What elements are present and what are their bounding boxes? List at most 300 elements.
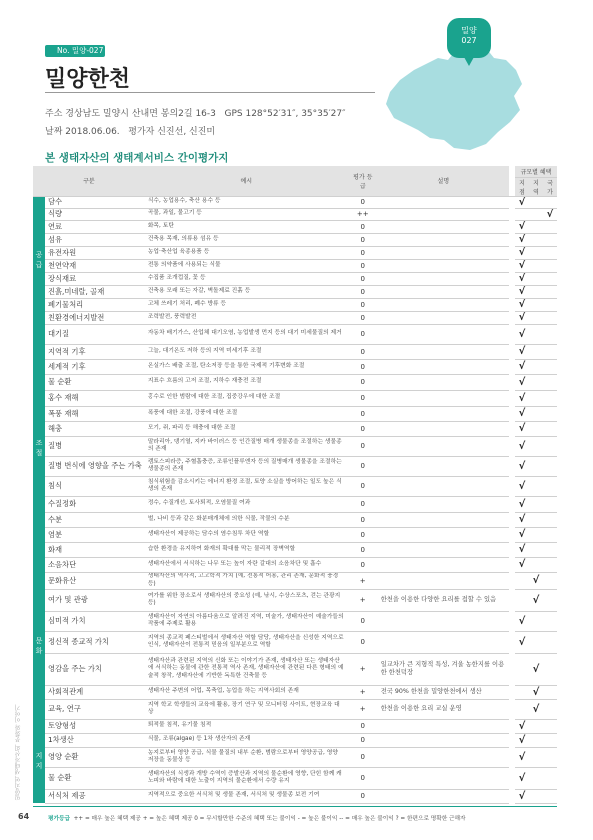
table-row <box>33 406 557 421</box>
check-nation <box>543 246 557 259</box>
header-local: 지점 <box>515 177 529 196</box>
check-nation <box>543 685 557 699</box>
service-example: 식수, 농업용수, 축산 용수 등 <box>145 196 348 208</box>
service-grade: 0 <box>348 259 378 272</box>
table-row <box>33 685 557 699</box>
service-name: 폭풍 재해 <box>45 406 145 421</box>
service-description <box>378 572 509 589</box>
service-example: 그늘, 대기온도 저하 등의 지역 미세기후 조절 <box>145 344 348 359</box>
table-row <box>33 476 557 496</box>
service-example: 식물, 조류(algae) 등 1차 생산자의 존재 <box>145 733 348 747</box>
pin-region: 밀양 <box>461 26 477 35</box>
service-example: 자동차 배기가스, 산업체 대기오염, 농업발생 먼지 등의 대기 미세물질의 제거 <box>145 324 348 344</box>
service-name: 물 순환 <box>45 767 145 789</box>
check-local: √ <box>515 719 529 733</box>
service-grade: 0 <box>348 220 378 233</box>
service-example: 지역적으로 중요한 서식처 및 생물 존재, 서식처 및 생물종 보전 기여 <box>145 789 348 803</box>
service-example: 생태자산과 관련된 지역의 신화 또는 이야기가 존재, 생태자산 또는 생태자산에 서식하는 동물에 관한 전통적 역사 존재, 생태자산에 관련된 다른 형태의 예술적 창작, 생태자산에 기반한 독특한 건축물 등 <box>145 653 348 685</box>
service-grade: 0 <box>348 719 378 733</box>
service-description: 한천을 이용한 다양한 요리를 접할 수 있음 <box>378 589 509 611</box>
check-local <box>515 589 529 611</box>
service-grade: + <box>348 685 378 699</box>
check-region <box>529 324 543 344</box>
service-grade: 0 <box>348 324 378 344</box>
check-local: √ <box>515 359 529 374</box>
header-description: 설명 <box>378 166 509 196</box>
check-region <box>529 496 543 512</box>
service-description: 전국 90% 한천을 밀양한천에서 생산 <box>378 685 509 699</box>
service-name: 교육, 연구 <box>45 699 145 719</box>
table-row <box>33 421 557 436</box>
service-example: 곡물, 과일, 물고기 등 <box>145 208 348 220</box>
header-nation: 국가 <box>543 177 557 196</box>
title-divider <box>45 92 375 93</box>
service-description <box>378 311 509 324</box>
table-row <box>33 272 557 285</box>
service-grade: 0 <box>348 557 378 572</box>
service-example: 정수, 수질개선, 토사퇴적, 오염물질 여과 <box>145 496 348 512</box>
service-name: 해충 <box>45 421 145 436</box>
check-local: √ <box>515 344 529 359</box>
check-nation <box>543 220 557 233</box>
asset-number-badge: No. 밀양-027 <box>45 45 105 57</box>
region-pin <box>447 18 491 58</box>
check-local: √ <box>515 298 529 311</box>
group-label: 문화 <box>33 572 45 719</box>
service-grade: 0 <box>348 767 378 789</box>
service-example: 농업·축산업 육종용품 등 <box>145 246 348 259</box>
check-local: √ <box>515 527 529 542</box>
service-grade: 0 <box>348 747 378 767</box>
service-grade: + <box>348 589 378 611</box>
service-example: 조력발전, 풍력발전 <box>145 311 348 324</box>
check-region <box>529 259 543 272</box>
service-example: 폭풍에 대한 조절, 강풍에 대한 조절 <box>145 406 348 421</box>
service-name: 수분 <box>45 512 145 527</box>
check-nation <box>543 456 557 476</box>
check-local: √ <box>515 220 529 233</box>
check-local: √ <box>515 631 529 653</box>
service-example: 생태자산의 식생과 개방 수역이 증발산과 지역의 물순환에 영향, 단힌 함께 캐노피와 바람에 대한 노출이 지역의 물순환에서 수량 유지 <box>145 767 348 789</box>
service-name: 여가 및 관광 <box>45 589 145 611</box>
header-example: 예시 <box>145 166 348 196</box>
check-nation <box>543 789 557 803</box>
table-row <box>33 311 557 324</box>
check-region <box>529 719 543 733</box>
service-description <box>378 542 509 557</box>
service-grade: ++ <box>348 208 378 220</box>
service-example: 퇴적물 침적, 유기물 침적 <box>145 719 348 733</box>
service-example: 농지로부터 영양 공급, 식물 물질의 내부 순환, 범람으로부터 영양공급, 영양 저장을 동물상 등 <box>145 747 348 767</box>
check-region <box>529 767 543 789</box>
service-name: 연료 <box>45 220 145 233</box>
service-description <box>378 344 509 359</box>
table-row <box>33 259 557 272</box>
service-name: 세계적 기후 <box>45 359 145 374</box>
service-description <box>378 324 509 344</box>
check-nation <box>543 719 557 733</box>
service-description <box>378 259 509 272</box>
check-nation <box>543 233 557 246</box>
table-row <box>33 374 557 390</box>
check-nation <box>543 733 557 747</box>
check-region <box>529 390 543 406</box>
service-example: 생태자산의 역사적, 고고학적 가치 (예, 전통적 어용, 관리 존재, 문화적 풍경 등) <box>145 572 348 589</box>
check-local: √ <box>515 390 529 406</box>
service-description: 일교차가 큰 지형적 특성, 겨울 농한지를 이용한 한천덕장 <box>378 653 509 685</box>
service-grade: 0 <box>348 285 378 298</box>
check-local <box>515 699 529 719</box>
service-example: 건축용 목재, 의류용 섬유 등 <box>145 233 348 246</box>
check-region <box>529 272 543 285</box>
check-local: √ <box>515 259 529 272</box>
check-region <box>529 527 543 542</box>
service-description <box>378 246 509 259</box>
check-region: √ <box>529 589 543 611</box>
service-grade: + <box>348 699 378 719</box>
check-region <box>529 542 543 557</box>
header-scope: 규모별 혜택 <box>515 166 557 177</box>
check-local: √ <box>515 233 529 246</box>
service-example: 지역의 종교적 페스티벌에서 생태자산 역할 담당, 생태자산을 신성한 지역으로 인식, 생태자산이 전통적 믿음의 일부분으로 역할 <box>145 631 348 653</box>
service-name: 홍수 재해 <box>45 390 145 406</box>
table-row <box>33 733 557 747</box>
table-row <box>33 344 557 359</box>
check-region <box>529 285 543 298</box>
service-example: 캠토스피라증, 주혈흡충증, 조류인플루엔자 등의 질병매개 생물종을 조절하는 생물종의 존재 <box>145 456 348 476</box>
address-value: 경상남도 밀양시 산내면 봉의2길 16-3 <box>65 109 216 119</box>
service-description <box>378 631 509 653</box>
service-grade: 0 <box>348 311 378 324</box>
service-grade: 0 <box>348 436 378 456</box>
check-local: √ <box>515 512 529 527</box>
service-description <box>378 406 509 421</box>
table-row <box>33 542 557 557</box>
service-grade: 0 <box>348 272 378 285</box>
check-local: √ <box>515 733 529 747</box>
legend-label: 평가등급 <box>48 816 70 822</box>
table-row <box>33 359 557 374</box>
table-row <box>33 527 557 542</box>
check-local: √ <box>515 272 529 285</box>
check-nation <box>543 421 557 436</box>
check-region <box>529 344 543 359</box>
gps-label: GPS <box>224 109 243 119</box>
service-description <box>378 208 509 220</box>
service-grade: 0 <box>348 196 378 208</box>
check-nation <box>543 699 557 719</box>
header-category: 구분 <box>33 166 145 196</box>
table-row <box>33 246 557 259</box>
table-header-row <box>33 166 557 177</box>
check-local: √ <box>515 789 529 803</box>
check-region <box>529 512 543 527</box>
service-name: 심미적 가치 <box>45 611 145 631</box>
check-local: √ <box>515 456 529 476</box>
check-nation <box>543 390 557 406</box>
service-name: 사회적관계 <box>45 685 145 699</box>
service-name: 질병 <box>45 436 145 456</box>
check-nation <box>543 631 557 653</box>
service-grade: 0 <box>348 233 378 246</box>
service-grade: 0 <box>348 789 378 803</box>
service-grade: + <box>348 572 378 589</box>
service-description <box>378 196 509 208</box>
date-label: 날짜 <box>45 127 63 137</box>
service-description <box>378 456 509 476</box>
service-name: 장식재료 <box>45 272 145 285</box>
evaluator-label: 평가자 <box>128 127 155 137</box>
table-row <box>33 456 557 476</box>
service-grade: 0 <box>348 246 378 259</box>
table-row <box>33 611 557 631</box>
check-region <box>529 436 543 456</box>
check-local: √ <box>515 767 529 789</box>
service-name: 서식처 제공 <box>45 789 145 803</box>
check-nation <box>543 196 557 208</box>
check-nation <box>543 344 557 359</box>
check-nation <box>543 436 557 456</box>
check-local: √ <box>515 374 529 390</box>
page-title: 밀양한천 <box>45 67 131 92</box>
check-region <box>529 733 543 747</box>
check-local: √ <box>515 311 529 324</box>
check-region <box>529 233 543 246</box>
table-row <box>33 747 557 767</box>
check-local: √ <box>515 196 529 208</box>
table-row <box>33 233 557 246</box>
table-row <box>33 589 557 611</box>
check-nation <box>543 767 557 789</box>
check-region <box>529 611 543 631</box>
service-name: 천연약재 <box>45 259 145 272</box>
service-example: 생태자산에서 서식하는 나무 또는 높이 자란 갈대의 소음차단 및 흡수 <box>145 557 348 572</box>
service-example: 모기, 쥐, 파리 등 해충에 대한 조절 <box>145 421 348 436</box>
check-local: √ <box>515 406 529 421</box>
service-description <box>378 527 509 542</box>
check-nation <box>543 496 557 512</box>
service-description <box>378 789 509 803</box>
service-name: 염분 <box>45 527 145 542</box>
service-description <box>378 719 509 733</box>
check-local: √ <box>515 611 529 631</box>
pin-number: 027 <box>461 36 477 45</box>
check-nation <box>543 572 557 589</box>
check-region <box>529 220 543 233</box>
service-description <box>378 476 509 496</box>
service-description <box>378 421 509 436</box>
check-region <box>529 298 543 311</box>
check-local: √ <box>515 496 529 512</box>
service-name: 침식 <box>45 476 145 496</box>
service-example: 수집품 조개껍질, 꽃 등 <box>145 272 348 285</box>
check-region <box>529 311 543 324</box>
evaluator-value: 신진선, 신진미 <box>157 127 216 137</box>
service-grade: 0 <box>348 512 378 527</box>
check-nation <box>543 298 557 311</box>
service-example: 지역 학교 학생들의 교육에 활용, 장기 연구 및 모니터링 사이트, 현장교육 대상 <box>145 699 348 719</box>
service-example: 생태자산 주변의 어업, 목축업, 농업을 하는 지역사회의 존재 <box>145 685 348 699</box>
check-local <box>515 685 529 699</box>
side-caption: 밀양지역 생태자산의 문화와 이야기 <box>15 704 22 800</box>
check-nation <box>543 557 557 572</box>
service-name: 문화유산 <box>45 572 145 589</box>
service-description <box>378 747 509 767</box>
check-nation <box>543 512 557 527</box>
service-example: 생태자산이 자연의 아름다움으로 알려진 지역, 미술가, 생태자산이 예술가들의 작품에 주제로 활용 <box>145 611 348 631</box>
service-name: 친환경에너지발전 <box>45 311 145 324</box>
table-row <box>33 557 557 572</box>
service-description <box>378 359 509 374</box>
table-row <box>33 496 557 512</box>
service-example: 여가를 위한 장소로서 생태자산의 중요성 (예, 낚시, 수상스포츠, 걷는 관광지 등) <box>145 589 348 611</box>
check-region <box>529 359 543 374</box>
table-row <box>33 285 557 298</box>
check-local: √ <box>515 324 529 344</box>
check-local <box>515 572 529 589</box>
check-local: √ <box>515 285 529 298</box>
service-grade: 0 <box>348 542 378 557</box>
header-region: 지역 <box>529 177 543 196</box>
group-label: 지지 <box>33 719 45 803</box>
check-local: √ <box>515 421 529 436</box>
service-example: 전통 의약품에 사용되는 식물 <box>145 259 348 272</box>
service-grade: + <box>348 653 378 685</box>
grade-legend <box>48 813 466 822</box>
service-name: 영양 순환 <box>45 747 145 767</box>
table-row <box>33 208 557 220</box>
table-row <box>33 653 557 685</box>
check-nation <box>543 359 557 374</box>
footer-divider <box>33 806 557 807</box>
check-region: √ <box>529 699 543 719</box>
service-example: 말라리아, 댕기열, 지카 바이러스 등 인간질병 매개 생물종을 조절하는 생물종의 존재 <box>145 436 348 456</box>
service-grade: 0 <box>348 631 378 653</box>
check-local: √ <box>515 436 529 456</box>
table-row <box>33 298 557 311</box>
check-region <box>529 421 543 436</box>
service-example: 온실가스 배출 조절, 탄소저장 등을 통한 국제적 기후변화 조절 <box>145 359 348 374</box>
check-region <box>529 406 543 421</box>
check-region <box>529 557 543 572</box>
check-local: √ <box>515 557 529 572</box>
legend-text: ++ = 매우 높은 혜택 제공 + = 높은 혜택 제공 0 = 무시할만한 수준의 혜택 또는 불이익 - = 높은 불이익 -- = 매우 높은 불이익 ? = 한편으로 명확한 근해자 <box>73 816 466 822</box>
table-row <box>33 699 557 719</box>
service-grade: 0 <box>348 476 378 496</box>
service-name: 질병 번식에 영향을 주는 가축 <box>45 456 145 476</box>
table-row <box>33 512 557 527</box>
service-name: 정신적 종교적 가치 <box>45 631 145 653</box>
service-example: 생태자산이 제공하는 담수의 염수침투 차단 역할 <box>145 527 348 542</box>
check-local: √ <box>515 747 529 767</box>
check-region <box>529 631 543 653</box>
service-name: 영감을 주는 가치 <box>45 653 145 685</box>
service-name: 섬유 <box>45 233 145 246</box>
check-nation <box>543 324 557 344</box>
check-region <box>529 789 543 803</box>
check-region <box>529 456 543 476</box>
service-name: 1차생산 <box>45 733 145 747</box>
evaluation-table <box>33 166 557 804</box>
group-label: 공급 <box>33 196 45 324</box>
service-grade: 0 <box>348 298 378 311</box>
service-description <box>378 220 509 233</box>
table-row <box>33 196 557 208</box>
section-title: 본 생태자산의 생태계서비스 간이평가지 <box>45 152 229 164</box>
date-value: 2018.06.06. <box>65 127 120 137</box>
check-nation <box>543 611 557 631</box>
table-row <box>33 220 557 233</box>
service-grade: 0 <box>348 527 378 542</box>
service-description <box>378 512 509 527</box>
service-description <box>378 496 509 512</box>
service-name: 수질정화 <box>45 496 145 512</box>
service-grade: 0 <box>348 374 378 390</box>
service-grade: 0 <box>348 456 378 476</box>
check-local <box>515 653 529 685</box>
service-name: 폐기물처리 <box>45 298 145 311</box>
group-label: 조절 <box>33 324 45 572</box>
header-grade: 평가 등급 <box>348 166 378 196</box>
check-nation <box>543 272 557 285</box>
check-local: √ <box>515 476 529 496</box>
service-description <box>378 733 509 747</box>
check-nation <box>543 311 557 324</box>
check-nation <box>543 747 557 767</box>
service-grade: 0 <box>348 390 378 406</box>
service-description <box>378 557 509 572</box>
table-row <box>33 789 557 803</box>
service-description <box>378 272 509 285</box>
service-name: 화재 <box>45 542 145 557</box>
service-example: 벌, 나비 등과 같은 화분매개체에 의한 식물, 작물의 수분 <box>145 512 348 527</box>
service-example: 건축용 모래 또는 자갈, 벽돌제료 진흙 등 <box>145 285 348 298</box>
table-row <box>33 631 557 653</box>
date-line <box>45 124 215 137</box>
service-name: 대기질 <box>45 324 145 344</box>
check-region <box>529 246 543 259</box>
table-row <box>33 572 557 589</box>
check-nation <box>543 476 557 496</box>
service-description <box>378 390 509 406</box>
table-row <box>33 719 557 733</box>
check-nation <box>543 285 557 298</box>
check-nation <box>543 542 557 557</box>
address-line <box>45 106 345 119</box>
service-example: 습한 환경을 유지하여 화재의 확대를 막는 물리적 장벽역할 <box>145 542 348 557</box>
check-nation <box>543 653 557 685</box>
service-description <box>378 436 509 456</box>
service-grade: 0 <box>348 733 378 747</box>
table-row <box>33 767 557 789</box>
table-row <box>33 436 557 456</box>
service-description <box>378 767 509 789</box>
service-example: 홍수로 인한 범람에 대한 조절, 집중강우에 대한 조절 <box>145 390 348 406</box>
service-name: 식량 <box>45 208 145 220</box>
service-example: 지표수 흐름의 고저 조절, 지하수 재충전 조절 <box>145 374 348 390</box>
check-region <box>529 476 543 496</box>
table-body <box>33 196 557 803</box>
table-row <box>33 390 557 406</box>
address-label: 주소 <box>45 109 63 119</box>
service-example: 화목, 토탄 <box>145 220 348 233</box>
check-nation <box>543 589 557 611</box>
service-name: 담수 <box>45 196 145 208</box>
check-region <box>529 196 543 208</box>
gps-value: 128°52′31″, 35°35′27″ <box>245 109 346 119</box>
check-nation <box>543 527 557 542</box>
service-description <box>378 298 509 311</box>
